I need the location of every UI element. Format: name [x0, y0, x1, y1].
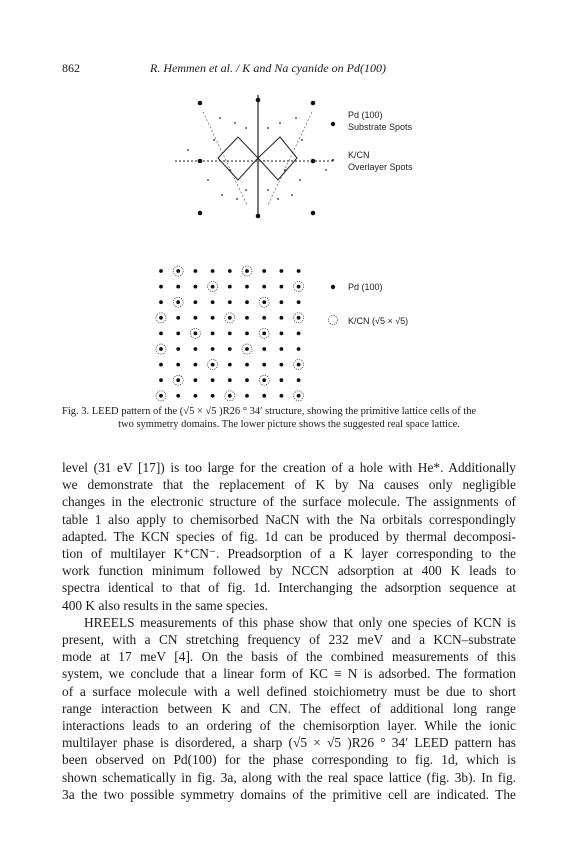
- pd-atom: [194, 363, 198, 367]
- pd-atom: [245, 316, 249, 320]
- overlayer-spot: [267, 189, 269, 191]
- text-line: present, with a CN stretching frequency of 232 meV and a KCN–substrate: [62, 632, 516, 648]
- pd-atom: [297, 347, 301, 351]
- pd-atom: [194, 332, 198, 336]
- text-line: system, we conclude that a linear form of KC ≡ N is adsorbed. The formation: [62, 666, 516, 682]
- pd-atom: [262, 285, 266, 289]
- overlayer-spot: [279, 122, 281, 124]
- substrate-spot: [256, 98, 261, 103]
- pd-atom: [245, 332, 249, 336]
- pd-atom: [159, 316, 163, 320]
- overlayer-spot: [219, 117, 221, 119]
- substrate-spot: [311, 101, 316, 106]
- text-line: table 1 also apply to chemisorbed NaCN with the Na orbitals correspondingly: [62, 511, 516, 527]
- substrate-spot: [311, 159, 316, 164]
- pd-atom: [176, 269, 180, 273]
- pd-atom: [245, 347, 249, 351]
- overlayer-spot: [325, 169, 327, 171]
- pd-atom: [297, 300, 301, 304]
- caption-line-2: two symmetry domains. The lower picture shows the suggested real space lattice.: [118, 419, 460, 430]
- overlayer-spot: [267, 127, 269, 129]
- pd-atom: [245, 394, 249, 398]
- leed-spots: [187, 98, 327, 219]
- pd-atom: [228, 347, 232, 351]
- diagonal-line-left: [203, 112, 247, 205]
- pd-atom: [228, 363, 232, 367]
- text-line: mode at 17 meV [4]. On the basis of the combined measurements of this: [62, 649, 516, 665]
- text-line: been observed on Pd(100) for the phase corresponding to fig. 1d, which is: [62, 752, 516, 768]
- pd-atom: [194, 269, 198, 273]
- legend-lattice-pd-label: Pd (100): [348, 282, 383, 292]
- text-line: range interaction between K and CN. The effect of additional long range: [62, 700, 516, 716]
- pd-atom: [176, 300, 180, 304]
- pd-atom: [280, 347, 284, 351]
- pd-atom: [262, 394, 266, 398]
- text-line: multilayer phase is disordered, a sharp (√5 × √5 )R26 ° 34′ LEED pattern has: [62, 735, 516, 751]
- pd-atom: [297, 269, 301, 273]
- overlayer-spot: [291, 194, 293, 196]
- pd-atom: [262, 363, 266, 367]
- pd-atom: [280, 332, 284, 336]
- pd-atom: [262, 316, 266, 320]
- substrate-spot: [198, 211, 203, 216]
- pd-atom: [211, 347, 215, 351]
- pd-atom: [159, 300, 163, 304]
- overlayer-spot: [207, 179, 209, 181]
- pd-atom: [262, 347, 266, 351]
- text-line: adapted. The KCN species of fig. 1d can be produced by thermal decomposi-: [62, 528, 516, 544]
- pd-atom: [159, 332, 163, 336]
- text-line: interactions leads to an ordering of the chemisorption layer. While the ionic: [62, 718, 516, 734]
- overlayer-spot: [236, 198, 238, 200]
- substrate-spot: [198, 101, 203, 106]
- pd-atom: [159, 347, 163, 351]
- legend-overlayer-spot-icon: [332, 159, 334, 161]
- pd-atom: [159, 269, 163, 273]
- overlayer-spot: [301, 139, 303, 141]
- legend-substrate-spot-icon: [331, 122, 335, 126]
- overlayer-spot: [245, 127, 247, 129]
- pd-atom: [297, 316, 301, 320]
- text-line: spectra identical to that of fig. 1d. Interchanging the adsorption sequence at: [62, 580, 516, 596]
- pd-atom: [245, 300, 249, 304]
- legend-lattice-kcn-label: K/CN (√5 × √5): [348, 316, 409, 326]
- text-line: changes in the electronic structure of the surface molecule. The assignments of: [62, 494, 516, 510]
- pd-atom: [245, 285, 249, 289]
- pd-atom: [297, 363, 301, 367]
- domain-cell-left: [218, 137, 258, 180]
- overlayer-spot: [295, 117, 297, 119]
- pd-atom: [211, 300, 215, 304]
- pd-atom: [280, 269, 284, 273]
- pd-atom: [245, 378, 249, 382]
- caption-line-1: Fig. 3. LEED pattern of the (√5 × √5 )R26 ° 34′ structure, showing the primitive lattice cells of the: [62, 406, 477, 417]
- pd-atom: [297, 285, 301, 289]
- domain-cell-right: [258, 137, 297, 180]
- pd-atom: [211, 269, 215, 273]
- diagonal-line-right: [268, 112, 312, 205]
- overlayer-spot: [245, 189, 247, 191]
- pd-atom: [297, 378, 301, 382]
- pd-atom: [176, 363, 180, 367]
- figure-caption: [62, 405, 516, 431]
- pd-atom: [194, 285, 198, 289]
- text-line: we demonstrate that the replacement of K by Na causes only negligible: [62, 477, 516, 493]
- pd-atom: [280, 378, 284, 382]
- substrate-spot: [256, 214, 261, 219]
- pd-atom: [194, 378, 198, 382]
- pd-atom: [297, 394, 301, 398]
- text-line: 3a the two possible symmetry domains of the primitive cell are indicated. The: [62, 786, 516, 802]
- pd-atom: [228, 285, 232, 289]
- running-title: R. Hemmen et al. / K and Na cyanide on Pd(100): [150, 61, 386, 75]
- pd-atom: [245, 363, 249, 367]
- legend-pd-label: Pd (100): [348, 110, 383, 120]
- pd-atom: [176, 316, 180, 320]
- real-space-lattice-diagram: [156, 266, 304, 401]
- pd-atom: [194, 347, 198, 351]
- overlayer-spot: [229, 169, 231, 171]
- pd-atom: [228, 394, 232, 398]
- pd-atom: [194, 394, 198, 398]
- pd-atom: [245, 269, 249, 273]
- pd-atom: [211, 363, 215, 367]
- pd-atom: [176, 332, 180, 336]
- overlayer-spot: [187, 149, 189, 151]
- pd-atom: [228, 332, 232, 336]
- pd-atom: [280, 300, 284, 304]
- text-line: tion of multilayer K⁺CN⁻. Preadsorption of a K layer corresponding to the: [62, 546, 516, 562]
- body-text: [62, 459, 516, 803]
- pd-atom: [176, 347, 180, 351]
- pd-atom: [280, 285, 284, 289]
- text-line: of a surface molecule with a well defined stoichiometry must be due to short: [62, 683, 516, 699]
- overlayer-spot: [284, 169, 286, 171]
- text-line: work function minimum followed by NCCN adsorption at 400 K leads to: [62, 563, 516, 579]
- pd-atom: [211, 378, 215, 382]
- pd-atom: [211, 316, 215, 320]
- pd-atom: [211, 332, 215, 336]
- page-number: 862: [62, 61, 80, 75]
- overlayer-spot: [299, 179, 301, 181]
- pd-atom: [176, 378, 180, 382]
- pd-atom: [280, 394, 284, 398]
- pd-atom: [228, 378, 232, 382]
- legend-kcn-sub: Overlayer Spots: [348, 162, 413, 172]
- pd-atom: [280, 316, 284, 320]
- text-line: 400 K also results in the same species.: [62, 597, 269, 613]
- text-line: shown schematically in fig. 3a, along with the real space lattice (fig. 3b). In fig.: [62, 769, 516, 785]
- overlayer-spot: [277, 198, 279, 200]
- substrate-spot: [198, 159, 203, 164]
- pd-atom: [262, 300, 266, 304]
- pd-atom: [228, 269, 232, 273]
- text-line: HREELS measurements of this phase show that only one species of KCN is: [84, 614, 516, 630]
- pd-atom: [211, 285, 215, 289]
- overlayer-spot: [213, 139, 215, 141]
- pd-atom: [262, 269, 266, 273]
- pd-atom: [176, 285, 180, 289]
- pd-atom: [159, 378, 163, 382]
- pd-atom: [159, 394, 163, 398]
- legend-pd-sub: Substrate Spots: [348, 122, 413, 132]
- pd-atom: [211, 394, 215, 398]
- pd-atom: [228, 300, 232, 304]
- substrate-spot: [311, 211, 316, 216]
- pd-atom: [280, 363, 284, 367]
- pd-atom: [194, 300, 198, 304]
- pd-atom: [194, 316, 198, 320]
- pd-atom: [262, 332, 266, 336]
- legend-kcn-site-icon: [329, 316, 338, 325]
- pd-atom: [159, 285, 163, 289]
- pd-atom: [262, 378, 266, 382]
- pd-atom: [159, 363, 163, 367]
- legend-pd-atom-icon: [331, 285, 335, 289]
- overlayer-spot: [234, 122, 236, 124]
- legend-kcn-label: K/CN: [348, 150, 370, 160]
- pd-atom: [176, 394, 180, 398]
- pd-atom: [228, 316, 232, 320]
- pd-atom: [297, 332, 301, 336]
- text-line: level (31 eV [17]) is too large for the creation of a hole with He*. Additionally: [62, 460, 516, 475]
- leed-pattern-diagram: [175, 95, 335, 218]
- overlayer-spot: [221, 194, 223, 196]
